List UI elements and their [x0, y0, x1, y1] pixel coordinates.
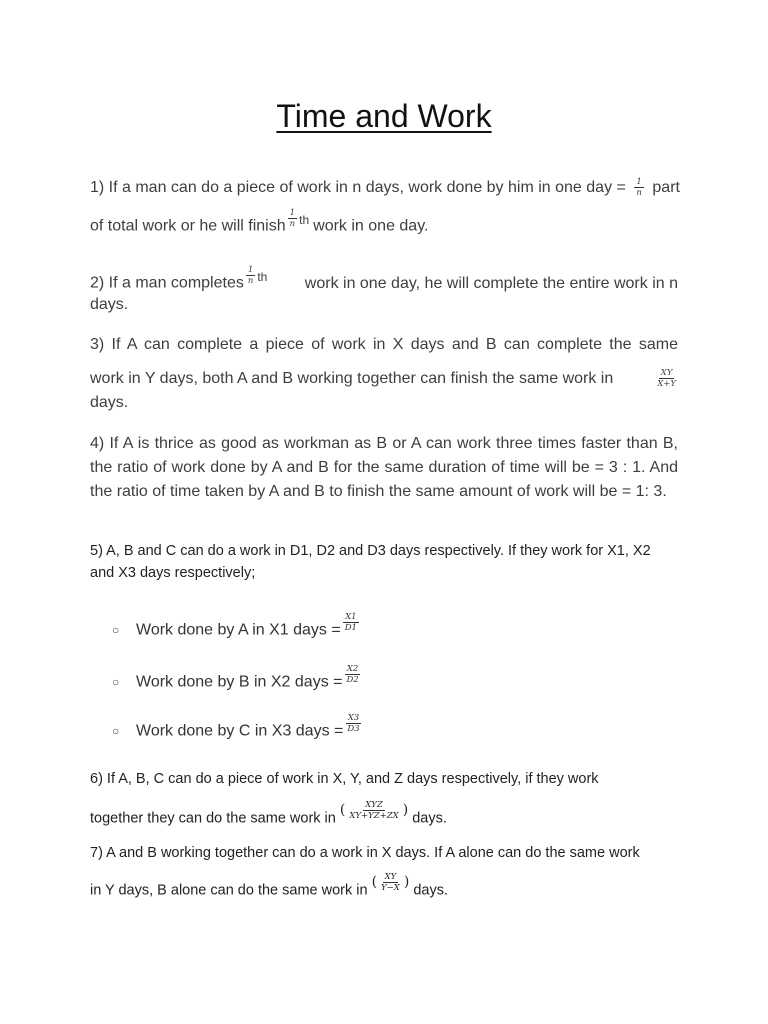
- fraction-x2-over-d2: $\frac{X2}{D2}$: [346, 664, 359, 685]
- fraction-xyz-over-sum: $\frac{\text{XYZ}}{XY+YZ+ZX}$: [349, 800, 399, 821]
- point-1-text-c: of total work or he will finish: [90, 217, 286, 235]
- list-item-label: Work done by A in X1 days =: [136, 621, 341, 639]
- point-2-text-a: 2) If a man completes: [90, 274, 244, 292]
- list-item-label: Work done by B in X2 days =: [136, 673, 343, 691]
- point-2-line-1: [90, 265, 678, 294]
- point-2-text-c: days.: [90, 296, 129, 313]
- point-6-text-a: 6) If A, B, C can do a piece of work in X, Y, and Z days respectively, if they work: [90, 771, 599, 787]
- bullet-circle-icon: ○: [112, 675, 120, 689]
- list-item-label: Work done by C in X3 days =: [136, 722, 344, 740]
- point-6-line-2: [90, 800, 447, 829]
- superscript-th: th: [257, 269, 268, 284]
- fraction-x1-over-d1: $\frac{X1}{D1}$: [344, 612, 357, 633]
- fraction-xy-over-x-plus-y: $\frac{XY}{X+Y}$: [657, 368, 676, 389]
- point-3-text-c: days.: [90, 394, 129, 411]
- fraction-1-over-n: $\frac{1}{n}$: [289, 208, 296, 229]
- right-paren: ): [403, 874, 410, 891]
- point-1-text-a: 1) If a man can do a piece of work in n days, work done by him in one day =: [90, 179, 626, 196]
- point-7-line-2: [90, 872, 449, 901]
- point-7-text-c: days.: [413, 882, 449, 899]
- point-6-text-c: days.: [412, 810, 447, 827]
- list-item: [136, 713, 364, 742]
- point-1-text-d: work in one day.: [313, 217, 429, 235]
- point-1-line-1: [90, 179, 680, 206]
- point-6-text-b: together they can do the same work in: [90, 810, 336, 827]
- point-2-text-b: work in one day, he will complete the entire work in n: [304, 274, 678, 292]
- list-item: [136, 612, 361, 641]
- point-3-line-2: [90, 370, 680, 397]
- left-paren: (: [371, 874, 378, 891]
- point-3-text-a: 3) If A can complete a piece of work in X days and B can complete the same: [90, 336, 678, 353]
- bullet-circle-icon: ○: [112, 724, 120, 738]
- fraction-xy-over-y-minus-x: $\frac{XY}{Y-X}$: [381, 872, 400, 893]
- fraction-1-over-n: $\frac{1}{n}$: [247, 265, 254, 286]
- point-3-text-b: work in Y days, both A and B working together can finish the same work in: [90, 370, 614, 387]
- point-1-text-b: part: [652, 179, 680, 196]
- fraction-1-over-n: $\frac{1}{n}$: [636, 177, 642, 198]
- bullet-circle-icon: ○: [112, 623, 120, 637]
- point-1-line-2: [90, 208, 429, 237]
- point-4-paragraph: 4) If A is thrice as good as workman as B or A can work three times faster than B, the ratio of work done by A and B for the same duration of time will be = 3 : 1. And the ratio of time taken by A and B to finish the same amount of work will be = 1: 3.: [90, 435, 678, 500]
- point-5-paragraph: 5) A, B and C can do a work in D1, D2 and D3 days respectively. If they work for X1, X2 and X3 days respectively;: [90, 543, 651, 581]
- superscript-th: th: [299, 212, 310, 227]
- page-title: Time and Work: [276, 98, 492, 134]
- point-7-text-a: 7) A and B working together can do a work in X days. If A alone can do the same work: [90, 845, 640, 861]
- left-paren: (: [339, 802, 346, 819]
- point-7-text-b: in Y days, B alone can do the same work in: [90, 882, 368, 899]
- list-item: [136, 664, 363, 693]
- right-paren: ): [402, 802, 409, 819]
- fraction-x3-over-d3: $\frac{X3}{D3}$: [347, 713, 360, 734]
